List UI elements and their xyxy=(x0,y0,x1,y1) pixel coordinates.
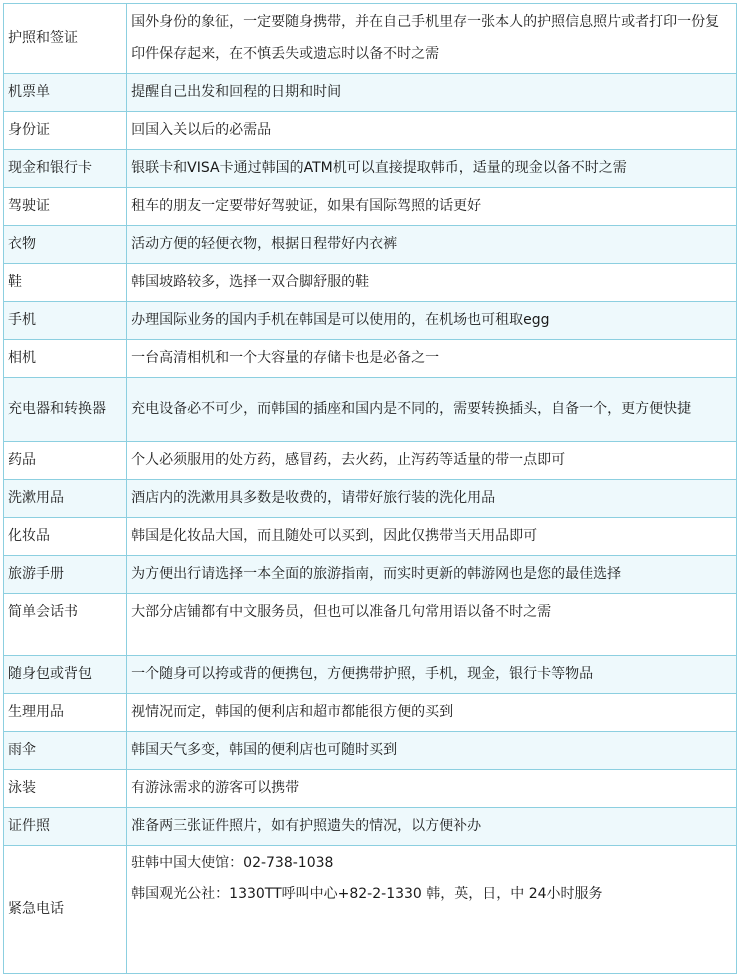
item-cell: 证件照 xyxy=(4,808,127,846)
description-cell: 韩国天气多变，韩国的便利店也可随时买到 xyxy=(127,732,737,770)
table-row xyxy=(4,112,737,150)
embassy-phone-line: 驻韩中国大使馆：02-738-1038 xyxy=(131,855,334,871)
description-cell: 提醒自己出发和回程的日期和时间 xyxy=(127,74,737,112)
table-row xyxy=(4,226,737,264)
table-row xyxy=(4,442,737,480)
description-cell: 韩国坡路较多，选择一双合脚舒服的鞋 xyxy=(127,264,737,302)
item-cell: 身份证 xyxy=(4,112,127,150)
description-cell xyxy=(127,846,737,974)
table-row xyxy=(4,4,737,74)
description-cell: 视情况而定，韩国的便利店和超市都能很方便的买到 xyxy=(127,694,737,732)
item-cell: 生理用品 xyxy=(4,694,127,732)
description-cell: 充电设备必不可少，而韩国的插座和国内是不同的，需要转换插头，自备一个，更方便快捷 xyxy=(127,378,737,442)
description-cell: 准备两三张证件照片，如有护照遗失的情况，以方便补办 xyxy=(127,808,737,846)
item-cell: 机票单 xyxy=(4,74,127,112)
item-cell: 护照和签证 xyxy=(4,4,127,74)
table-row xyxy=(4,656,737,694)
item-cell: 洗漱用品 xyxy=(4,480,127,518)
table-row xyxy=(4,808,737,846)
table-row xyxy=(4,594,737,656)
table-row xyxy=(4,694,737,732)
item-cell: 鞋 xyxy=(4,264,127,302)
table-row xyxy=(4,770,737,808)
table-row xyxy=(4,188,737,226)
item-cell: 简单会话书 xyxy=(4,594,127,656)
item-cell: 相机 xyxy=(4,340,127,378)
description-cell: 为方便出行请选择一本全面的旅游指南，而实时更新的韩游网也是您的最佳选择 xyxy=(127,556,737,594)
description-cell: 一个随身可以挎或背的便携包，方便携带护照，手机，现金，银行卡等物品 xyxy=(127,656,737,694)
table-row xyxy=(4,378,737,442)
item-cell: 驾驶证 xyxy=(4,188,127,226)
description-cell: 一台高清相机和一个大容量的存储卡也是必备之一 xyxy=(127,340,737,378)
table-row xyxy=(4,732,737,770)
item-cell: 现金和银行卡 xyxy=(4,150,127,188)
description-cell: 银联卡和VISA卡通过韩国的ATM机可以直接提取韩币，适量的现金以备不时之需 xyxy=(127,150,737,188)
description-cell: 酒店内的洗漱用具多数是收费的，请带好旅行装的洗化用品 xyxy=(127,480,737,518)
item-cell: 衣物 xyxy=(4,226,127,264)
item-cell: 泳装 xyxy=(4,770,127,808)
description-cell: 韩国是化妆品大国，而且随处可以买到，因此仅携带当天用品即可 xyxy=(127,518,737,556)
description-cell: 活动方便的轻便衣物，根据日程带好内衣裤 xyxy=(127,226,737,264)
table-row xyxy=(4,302,737,340)
item-cell: 旅游手册 xyxy=(4,556,127,594)
table-row xyxy=(4,150,737,188)
table-row xyxy=(4,846,737,974)
table-row xyxy=(4,518,737,556)
table-row xyxy=(4,556,737,594)
description-cell: 大部分店铺都有中文服务员，但也可以准备几句常用语以备不时之需 xyxy=(127,594,737,656)
item-cell: 充电器和转换器 xyxy=(4,378,127,442)
description-cell: 回国入关以后的必需品 xyxy=(127,112,737,150)
description-cell: 有游泳需求的游客可以携带 xyxy=(127,770,737,808)
item-cell: 药品 xyxy=(4,442,127,480)
table-row xyxy=(4,74,737,112)
description-cell: 个人必须服用的处方药，感冒药，去火药，止泻药等适量的带一点即可 xyxy=(127,442,737,480)
tourism-hotline-line: 韩国观光公社：1330TT呼叫中心+82-2-1330 韩，英，日，中 24小时服务 xyxy=(131,886,603,902)
item-cell: 随身包或背包 xyxy=(4,656,127,694)
item-cell: 紧急电话 xyxy=(4,846,127,974)
packing-list-table xyxy=(3,3,737,974)
description-cell: 租车的朋友一定要带好驾驶证，如果有国际驾照的话更好 xyxy=(127,188,737,226)
item-cell: 手机 xyxy=(4,302,127,340)
table-row xyxy=(4,480,737,518)
item-cell: 化妆品 xyxy=(4,518,127,556)
table-row xyxy=(4,340,737,378)
description-cell: 办理国际业务的国内手机在韩国是可以使用的，在机场也可租取egg xyxy=(127,302,737,340)
description-cell: 国外身份的象征，一定要随身携带，并在自己手机里存一张本人的护照信息照片或者打印一份复印件保存起来，在不慎丢失或遗忘时以备不时之需 xyxy=(127,4,737,74)
table-row xyxy=(4,264,737,302)
item-cell: 雨伞 xyxy=(4,732,127,770)
